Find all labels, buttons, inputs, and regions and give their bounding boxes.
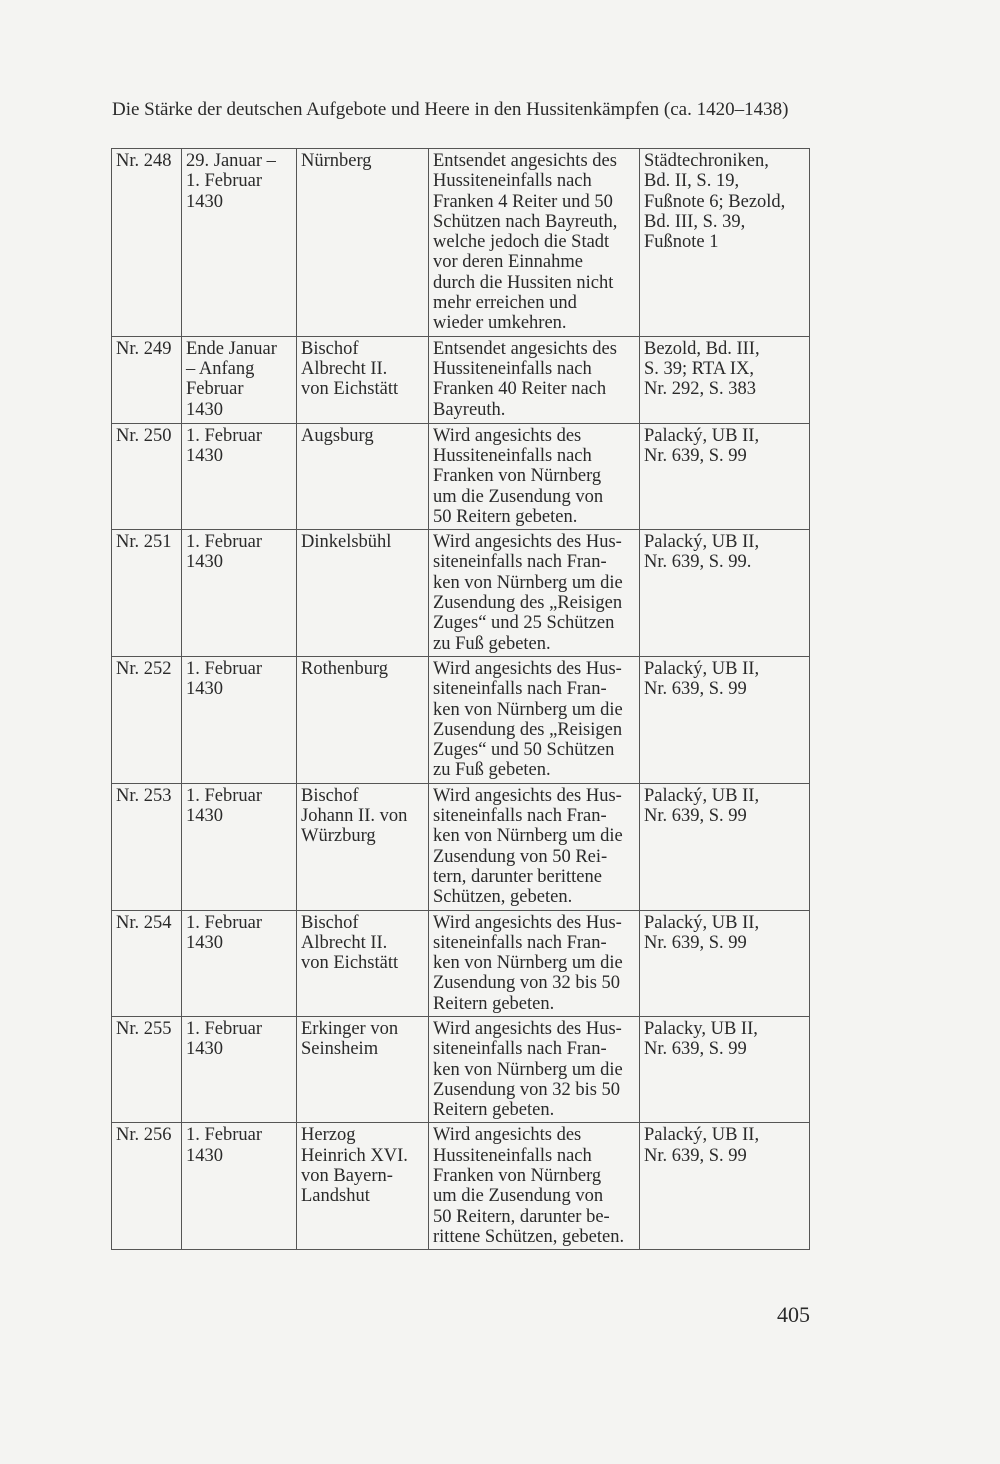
cell-line: 1430 xyxy=(186,445,223,466)
cell-line: Bezold, Bd. III, xyxy=(644,338,760,359)
cell-line: 1. Februar xyxy=(186,425,263,446)
entry-event xyxy=(429,530,640,657)
cell-line: ken von Nürnberg um die xyxy=(433,1059,623,1080)
cell-line: Albrecht II. xyxy=(301,932,388,953)
entry-actor xyxy=(297,910,429,1016)
cell-line: Nr. 639, S. 99 xyxy=(644,679,747,700)
cell-line: 1430 xyxy=(186,191,223,212)
entry-event xyxy=(429,1123,640,1250)
cell-line: von Eichstätt xyxy=(301,953,399,974)
cell-line: wieder umkehren. xyxy=(433,313,567,334)
cell-line: Februar xyxy=(186,379,244,400)
entry-event xyxy=(429,149,640,337)
entry-number: Nr. 249 xyxy=(112,336,182,423)
cell-line: Bischof xyxy=(301,338,359,359)
cell-line: 50 Reitern, darunter be- xyxy=(433,1206,610,1227)
cell-line: 1. Februar xyxy=(186,912,263,933)
cell-line: 29. Januar – xyxy=(186,151,276,171)
table-row xyxy=(112,910,810,1016)
cell-line: siteneinfalls nach Fran- xyxy=(433,679,607,700)
table-row xyxy=(112,783,810,910)
entry-event xyxy=(429,1016,640,1122)
cell-line: Nr. 639, S. 99 xyxy=(644,1039,747,1060)
cell-line: ken von Nürnberg um die xyxy=(433,572,623,593)
table-row xyxy=(112,656,810,783)
cell-line: 1430 xyxy=(186,1145,223,1166)
cell-line: Nürnberg xyxy=(301,151,372,171)
cell-line: Bayreuth. xyxy=(433,399,506,420)
cell-line: Hussiteneinfalls nach xyxy=(433,1145,592,1166)
cell-line: 1. Februar xyxy=(186,1018,263,1039)
cell-line: Franken 4 Reiter und 50 xyxy=(433,191,613,212)
cell-line: Nr. 292, S. 383 xyxy=(644,379,757,400)
cell-line: 1430 xyxy=(186,806,223,827)
entry-date xyxy=(182,910,297,1016)
cell-line: ken von Nürnberg um die xyxy=(433,826,623,847)
cell-line: Palacký, UB II, xyxy=(644,425,760,446)
cell-line: Wird angesichts des xyxy=(433,1125,582,1146)
records-table xyxy=(111,148,810,1250)
entry-date xyxy=(182,656,297,783)
cell-line: Dinkelsbühl xyxy=(301,532,392,553)
cell-line: 1. Februar xyxy=(186,658,263,679)
cell-line: welche jedoch die Stadt xyxy=(433,232,610,253)
cell-line: 1. Februar xyxy=(186,785,263,806)
page-number: 405 xyxy=(777,1302,810,1327)
cell-line: Bischof xyxy=(301,912,359,933)
cell-line: Augsburg xyxy=(301,425,374,446)
cell-line: von Eichstätt xyxy=(301,379,399,400)
cell-line: rittene Schützen, gebeten. xyxy=(433,1226,625,1247)
entry-date xyxy=(182,1123,297,1250)
cell-line: Reitern gebeten. xyxy=(433,1100,555,1121)
cell-line: 1430 xyxy=(186,552,223,573)
cell-line: Franken von Nürnberg xyxy=(433,466,602,487)
entry-actor xyxy=(297,783,429,910)
entry-date xyxy=(182,783,297,910)
cell-line: Heinrich XVI. xyxy=(301,1145,408,1166)
cell-line: Wird angesichts des Hus- xyxy=(433,785,622,806)
cell-line: Bd. III, S. 39, xyxy=(644,211,746,232)
cell-line: Franken 40 Reiter nach xyxy=(433,379,607,400)
entry-date xyxy=(182,336,297,423)
cell-line: Zusendung von 32 bis 50 xyxy=(433,1079,621,1100)
entry-actor xyxy=(297,1016,429,1122)
cell-line: Hussiteneinfalls nach xyxy=(433,445,592,466)
cell-line: Entsendet angesichts des xyxy=(433,151,617,171)
cell-line: 1430 xyxy=(186,679,223,700)
cell-line: Nr. 639, S. 99 xyxy=(644,932,747,953)
cell-line: Zusendung des „Reisigen xyxy=(433,719,623,740)
table-row xyxy=(112,149,810,337)
cell-line: Reitern gebeten. xyxy=(433,993,555,1014)
cell-line: zu Fuß gebeten. xyxy=(433,760,551,781)
entry-number: Nr. 253 xyxy=(112,783,182,910)
cell-line: Nr. 639, S. 99 xyxy=(644,445,747,466)
cell-line: Landshut xyxy=(301,1186,370,1207)
cell-line: zu Fuß gebeten. xyxy=(433,633,551,654)
entry-event xyxy=(429,336,640,423)
entry-source xyxy=(640,336,810,423)
entry-date xyxy=(182,530,297,657)
cell-line: siteneinfalls nach Fran- xyxy=(433,806,607,827)
entry-number: Nr. 254 xyxy=(112,910,182,1016)
entry-actor xyxy=(297,656,429,783)
cell-line: Städtechroniken, xyxy=(644,151,769,171)
cell-line: vor deren Einnahme xyxy=(433,252,583,273)
cell-line: Nr. 639, S. 99. xyxy=(644,552,752,573)
cell-line: 1430 xyxy=(186,399,223,420)
table-row xyxy=(112,336,810,423)
cell-line: Wird angesichts des Hus- xyxy=(433,532,622,553)
records-table-body xyxy=(112,149,810,1250)
cell-line: Albrecht II. xyxy=(301,358,388,379)
entry-source xyxy=(640,149,810,337)
cell-line: mehr erreichen und xyxy=(433,293,577,314)
entry-date xyxy=(182,149,297,337)
table-row xyxy=(112,423,810,529)
entry-date xyxy=(182,423,297,529)
running-header: Die Stärke der deutschen Aufgebote und Heere in den Hussitenkämpfen (ca. 1420–1438) xyxy=(112,99,789,120)
cell-line: 1430 xyxy=(186,1039,223,1060)
cell-line: Palacký, UB II, xyxy=(644,912,760,933)
entry-event xyxy=(429,910,640,1016)
cell-line: 1430 xyxy=(186,932,223,953)
entry-source xyxy=(640,783,810,910)
entry-source xyxy=(640,910,810,1016)
cell-line: siteneinfalls nach Fran- xyxy=(433,1039,607,1060)
entry-number: Nr. 256 xyxy=(112,1123,182,1250)
cell-line: Herzog xyxy=(301,1125,356,1146)
entry-date xyxy=(182,1016,297,1122)
cell-line: Zusendung von 50 Rei- xyxy=(433,846,608,867)
cell-line: um die Zusendung von xyxy=(433,1186,604,1207)
entry-number: Nr. 250 xyxy=(112,423,182,529)
cell-line: Palacky, UB II, xyxy=(644,1018,758,1039)
cell-line: Zuges“ und 50 Schützen xyxy=(433,740,615,761)
cell-line: Franken von Nürnberg xyxy=(433,1166,602,1187)
entry-actor xyxy=(297,423,429,529)
entry-source xyxy=(640,423,810,529)
cell-line: um die Zusendung von xyxy=(433,486,604,507)
cell-line: Hussiteneinfalls nach xyxy=(433,171,592,192)
cell-line: tern, darunter berittene xyxy=(433,866,602,887)
entry-source xyxy=(640,656,810,783)
entry-number: Nr. 255 xyxy=(112,1016,182,1122)
cell-line: Zusendung des „Reisigen xyxy=(433,593,623,614)
cell-line: Zuges“ und 25 Schützen xyxy=(433,613,615,634)
cell-line: Rothenburg xyxy=(301,658,389,679)
cell-line: ken von Nürnberg um die xyxy=(433,953,623,974)
entry-actor xyxy=(297,1123,429,1250)
cell-line: siteneinfalls nach Fran- xyxy=(433,552,607,573)
cell-line: Palacký, UB II, xyxy=(644,785,760,806)
cell-line: Bischof xyxy=(301,785,359,806)
cell-line: Schützen, gebeten. xyxy=(433,887,573,908)
cell-line: Seinsheim xyxy=(301,1039,379,1060)
entry-number: Nr. 248 xyxy=(112,149,182,337)
entry-event xyxy=(429,656,640,783)
cell-line: 1. Februar xyxy=(186,1125,263,1146)
cell-line: – Anfang xyxy=(186,358,255,379)
entry-actor xyxy=(297,149,429,337)
cell-line: Palacký, UB II, xyxy=(644,658,760,679)
entry-number: Nr. 251 xyxy=(112,530,182,657)
cell-line: von Bayern- xyxy=(301,1166,393,1187)
entry-actor xyxy=(297,530,429,657)
cell-line: S. 39; RTA IX, xyxy=(644,358,754,379)
cell-line: Palacký, UB II, xyxy=(644,1125,760,1146)
cell-line: Würzburg xyxy=(301,826,376,847)
cell-line: Nr. 639, S. 99 xyxy=(644,806,747,827)
cell-line: ken von Nürnberg um die xyxy=(433,699,623,720)
cell-line: durch die Hussiten nicht xyxy=(433,272,614,293)
entry-source xyxy=(640,530,810,657)
cell-line: Bd. II, S. 19, xyxy=(644,171,740,192)
table-row xyxy=(112,1016,810,1122)
cell-line: Palacký, UB II, xyxy=(644,532,760,553)
cell-line: Nr. 639, S. 99 xyxy=(644,1145,747,1166)
cell-line: Erkinger von xyxy=(301,1018,399,1039)
cell-line: Schützen nach Bayreuth, xyxy=(433,211,618,232)
entry-source xyxy=(640,1123,810,1250)
cell-line: Wird angesichts des Hus- xyxy=(433,912,622,933)
entry-source xyxy=(640,1016,810,1122)
table-row xyxy=(112,530,810,657)
cell-line: Fußnote 1 xyxy=(644,232,719,253)
table-row xyxy=(112,1123,810,1250)
cell-line: Wird angesichts des Hus- xyxy=(433,1018,622,1039)
cell-line: Zusendung von 32 bis 50 xyxy=(433,973,621,994)
cell-line: Entsendet angesichts des xyxy=(433,338,617,359)
cell-line: siteneinfalls nach Fran- xyxy=(433,932,607,953)
cell-line: Wird angesichts des xyxy=(433,425,582,446)
cell-line: Wird angesichts des Hus- xyxy=(433,658,622,679)
entry-number: Nr. 252 xyxy=(112,656,182,783)
cell-line: 1. Februar xyxy=(186,171,263,192)
entry-actor xyxy=(297,336,429,423)
cell-line: 50 Reitern gebeten. xyxy=(433,506,578,527)
entry-event xyxy=(429,423,640,529)
cell-line: Johann II. von xyxy=(301,806,408,827)
cell-line: 1. Februar xyxy=(186,532,263,553)
cell-line: Ende Januar xyxy=(186,338,277,359)
cell-line: Fußnote 6; Bezold, xyxy=(644,191,786,212)
entry-event xyxy=(429,783,640,910)
cell-line: Hussiteneinfalls nach xyxy=(433,358,592,379)
